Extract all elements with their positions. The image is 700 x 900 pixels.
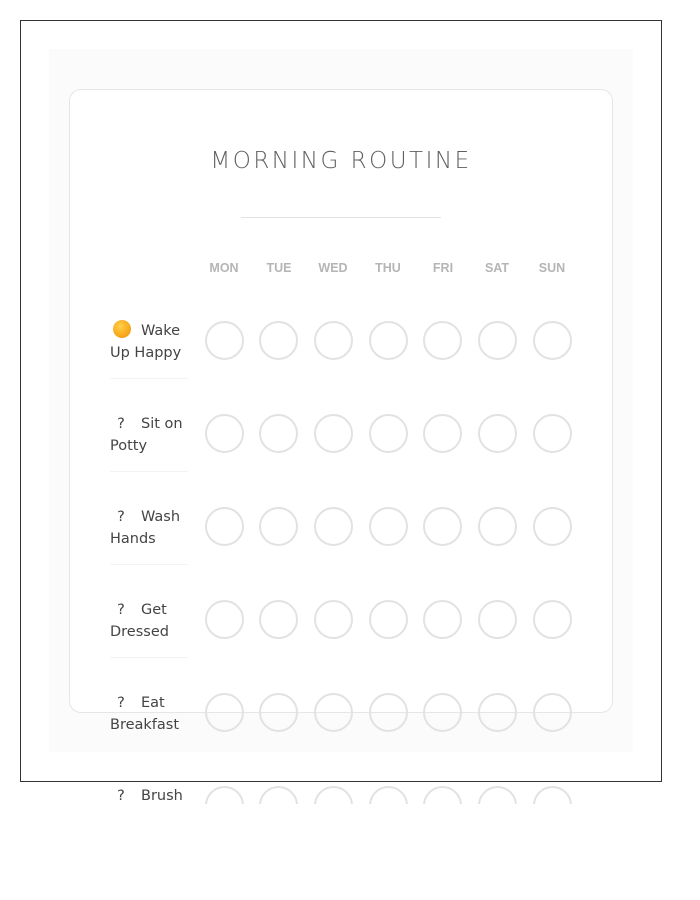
day-header-tue: TUE (266, 261, 292, 275)
page-title: MORNING ROUTINE (210, 148, 472, 174)
task-label-eat-breakfast (110, 692, 192, 736)
task-divider (110, 564, 188, 565)
sun-icon (110, 320, 132, 342)
checkbox-fri-row-2[interactable] (423, 507, 462, 546)
task-label-line1: Sit on (141, 416, 183, 432)
task-label-line1: Eat (141, 695, 165, 711)
checkbox-tue-row-4[interactable] (259, 693, 298, 732)
question-icon: ? (117, 695, 125, 711)
checkbox-thu-row-0[interactable] (369, 321, 408, 360)
title-divider (241, 217, 441, 218)
checkbox-tue-row-1[interactable] (259, 414, 298, 453)
checkbox-fri-row-3[interactable] (423, 600, 462, 639)
checkbox-mon-row-0[interactable] (205, 321, 244, 360)
task-label-wash-hands (110, 506, 192, 550)
checkbox-sat-row-1[interactable] (478, 414, 517, 453)
day-header-wed: WED (318, 261, 348, 275)
checkbox-thu-row-4[interactable] (369, 693, 408, 732)
day-header-mon: MON (209, 261, 239, 275)
task-label-line1: Wash (141, 509, 181, 525)
checkbox-wed-row-0[interactable] (314, 321, 353, 360)
task-label-sit-on-potty (110, 413, 192, 457)
checkbox-fri-row-4[interactable] (423, 693, 462, 732)
task-label-line2: Dressed (110, 624, 169, 640)
checkbox-thu-row-2[interactable] (369, 507, 408, 546)
checkbox-tue-row-0[interactable] (259, 321, 298, 360)
checkbox-mon-row-2[interactable] (205, 507, 244, 546)
day-header-thu: THU (375, 261, 401, 275)
checkbox-thu-row-5[interactable] (369, 786, 408, 804)
checkbox-tue-row-3[interactable] (259, 600, 298, 639)
checkbox-sun-row-3[interactable] (533, 600, 572, 639)
task-label-line2: Breakfast (110, 717, 180, 733)
checkbox-sun-row-5[interactable] (533, 786, 572, 804)
checkbox-sat-row-4[interactable] (478, 693, 517, 732)
checkbox-wed-row-1[interactable] (314, 414, 353, 453)
task-label-line1: Wake (141, 323, 181, 339)
checkbox-wed-row-2[interactable] (314, 507, 353, 546)
checkbox-mon-row-1[interactable] (205, 414, 244, 453)
day-header-sat: SAT (484, 261, 510, 275)
checkbox-sun-row-4[interactable] (533, 693, 572, 732)
checkbox-sun-row-1[interactable] (533, 414, 572, 453)
question-icon: ? (117, 788, 125, 804)
checkbox-sat-row-3[interactable] (478, 600, 517, 639)
checkbox-thu-row-1[interactable] (369, 414, 408, 453)
checkbox-mon-row-4[interactable] (205, 693, 244, 732)
checkbox-sat-row-2[interactable] (478, 507, 517, 546)
task-divider (110, 471, 188, 472)
task-label-get-dressed (110, 599, 192, 643)
checkbox-thu-row-3[interactable] (369, 600, 408, 639)
task-label-line1: Brush (141, 788, 183, 804)
checkbox-sat-row-5[interactable] (478, 786, 517, 804)
task-label-brush (110, 785, 192, 804)
checkbox-wed-row-3[interactable] (314, 600, 353, 639)
task-label-line1: Get (141, 602, 167, 618)
checkbox-wed-row-5[interactable] (314, 786, 353, 804)
day-header-sun: SUN (538, 261, 566, 275)
checkbox-fri-row-5[interactable] (423, 786, 462, 804)
checkbox-fri-row-0[interactable] (423, 321, 462, 360)
checkbox-mon-row-3[interactable] (205, 600, 244, 639)
checkbox-tue-row-2[interactable] (259, 507, 298, 546)
checkbox-sun-row-2[interactable] (533, 507, 572, 546)
day-header-fri: FRI (432, 261, 454, 275)
question-icon: ? (117, 416, 125, 432)
task-label-wake-up-happy (110, 320, 192, 364)
task-label-line2: Up Happy (110, 345, 182, 361)
checkbox-tue-row-5[interactable] (259, 786, 298, 804)
checkbox-fri-row-1[interactable] (423, 414, 462, 453)
checkbox-sat-row-0[interactable] (478, 321, 517, 360)
checkbox-mon-row-5[interactable] (205, 786, 244, 804)
task-divider (110, 657, 188, 658)
checkbox-sun-row-0[interactable] (533, 321, 572, 360)
task-label-line2: Potty (110, 438, 148, 454)
task-label-line2: Hands (110, 531, 156, 547)
question-icon: ? (117, 509, 125, 525)
question-icon: ? (117, 602, 125, 618)
task-divider (110, 378, 188, 379)
checkbox-wed-row-4[interactable] (314, 693, 353, 732)
